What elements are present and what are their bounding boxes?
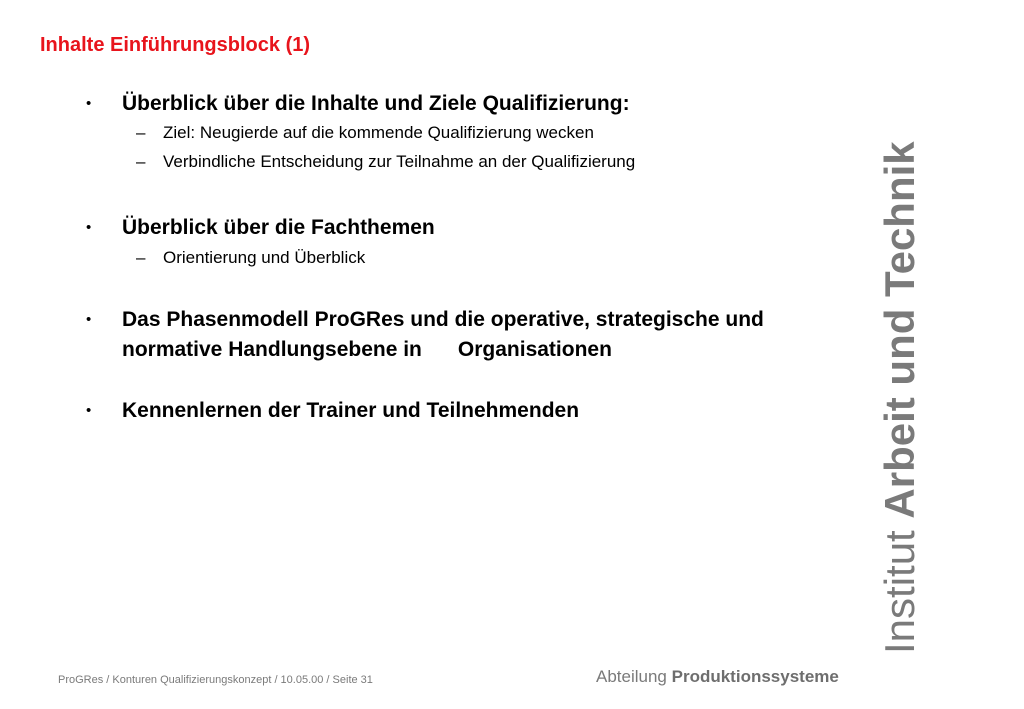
sub-item-text: Verbindliche Entscheidung zur Teilnahme an der Qualifizierung: [163, 152, 636, 171]
sub-item-goal: [136, 121, 594, 145]
sub-item-text: Ziel: Neugierde auf die kommende Qualifizierung wecken: [163, 123, 594, 142]
department-prefix: Abteilung: [596, 667, 667, 686]
sub-item-text: Orientierung und Überblick: [163, 248, 366, 267]
bullet-item-subject-topics: [86, 213, 435, 243]
sub-item-orientation: [136, 246, 365, 270]
bullet-text-line-2-part-b: Organisationen: [457, 338, 612, 361]
bullet-text-multiline: [122, 305, 764, 365]
department-name: Produktionssysteme: [671, 667, 839, 686]
institute-brand-bold: Arbeit und Technik: [876, 141, 923, 519]
bullet-text-line-2-part-a: normative Handlungsebene in: [122, 338, 422, 361]
bullet-text: Kennenlernen der Trainer und Teilnehmenden: [122, 399, 580, 422]
bullet-text-line-2: [122, 335, 764, 365]
bullet-dot-icon: •: [86, 95, 92, 112]
institute-brand-logo: [868, 140, 928, 660]
sub-item-decision: [136, 150, 635, 174]
bullet-dot-icon: •: [86, 402, 92, 419]
bullet-item-introductions: [86, 396, 579, 426]
institute-brand-light: Institut: [876, 530, 923, 654]
bullet-text: Überblick über die Inhalte und Ziele Qualifizierung:: [122, 92, 630, 115]
dash-icon: –: [136, 248, 146, 267]
slide-title: Inhalte Einführungsblock (1): [40, 34, 311, 56]
bullet-text-line-1: Das Phasenmodell ProGRes und die operative, strategische und: [122, 308, 764, 331]
dash-icon: –: [136, 123, 146, 142]
bullet-item-phase-model: [86, 305, 764, 365]
bullet-dot-icon: •: [86, 219, 92, 236]
bullet-dot-icon: •: [86, 311, 92, 328]
bullet-text: Überblick über die Fachthemen: [122, 216, 435, 239]
svg-text:Institut Arbeit und Technik: [876, 141, 923, 654]
dash-icon: –: [136, 152, 146, 171]
department-label: [596, 667, 839, 687]
footer-reference: ProGRes / Konturen Qualifizierungskonzept / 10.05.00 / Seite 31: [58, 674, 373, 686]
bullet-item-overview-goals: [86, 89, 630, 119]
